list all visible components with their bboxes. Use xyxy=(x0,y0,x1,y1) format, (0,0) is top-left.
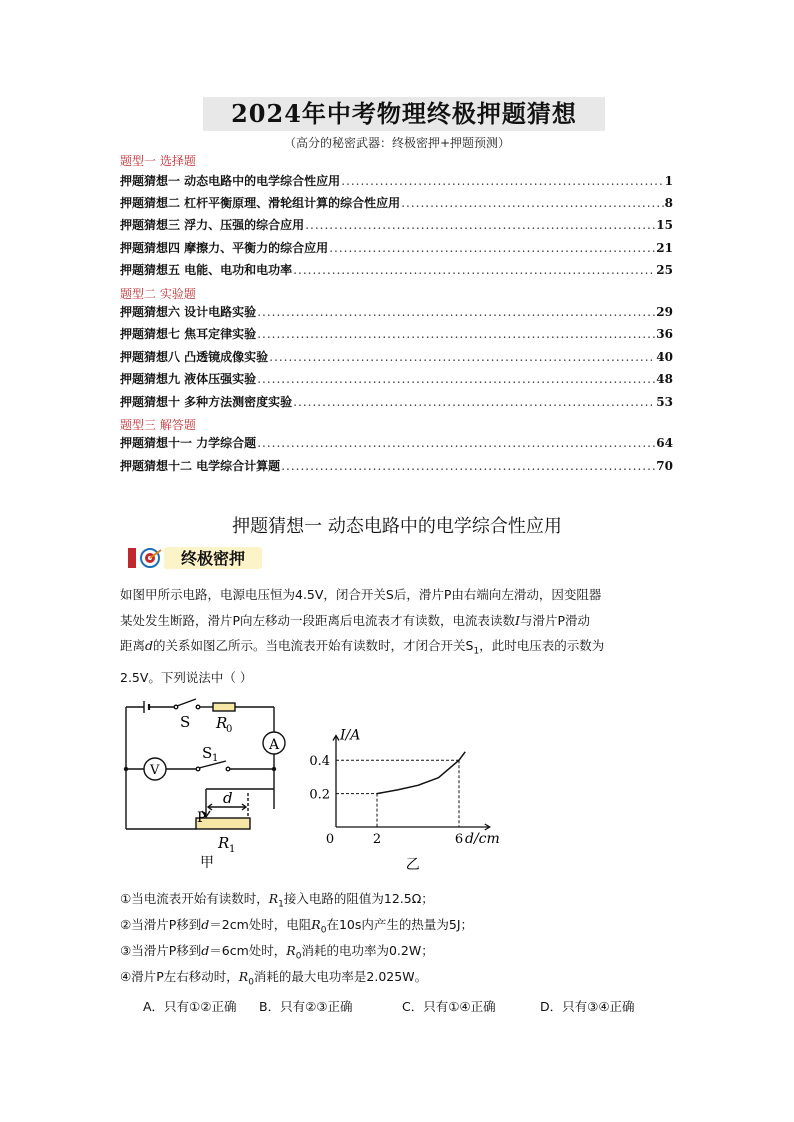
circuit-diagram xyxy=(118,697,298,869)
statement-4: ④滑片P左右移动时，$R_0$消耗的最大电功率是2.025W。 xyxy=(120,969,428,988)
toc-leader xyxy=(341,173,663,189)
toc-item-page: 1 xyxy=(664,174,673,188)
answer-options xyxy=(143,997,635,1015)
switch-s1-label: S xyxy=(202,744,213,762)
toc-item[interactable] xyxy=(120,371,673,387)
question-line: 如图甲所示电路，电源电压恒为4.5V，闭合开关S后，滑片P由右端向左滑动，因变阻器 xyxy=(120,587,602,602)
toc-item-label: 押题猜想十二 电学综合计算题 xyxy=(120,459,281,473)
toc-category-3: 题型三 解答题 xyxy=(120,418,196,432)
toc-leader xyxy=(293,262,655,278)
toc-item-page: 48 xyxy=(656,372,673,386)
toc-item-label: 押题猜想六 设计电路实验 xyxy=(120,305,257,319)
toc-item-label: 押题猜想十一 力学综合题 xyxy=(120,436,257,450)
toc-item-label: 押题猜想一 动态电路中的电学综合性应用 xyxy=(120,174,341,188)
page-subtitle: （高分的秘密武器：终极密押+押题预测） xyxy=(283,136,511,150)
toc-item-page: 40 xyxy=(656,350,673,364)
chart-caption: 乙 xyxy=(405,857,420,871)
toc-leader xyxy=(305,217,655,233)
toc-item-page: 21 xyxy=(656,241,673,255)
toc-item[interactable] xyxy=(120,349,673,365)
target-icon xyxy=(141,549,161,567)
banner-bar-icon xyxy=(128,548,136,568)
toc-leader xyxy=(257,304,655,320)
question-text xyxy=(120,582,676,691)
section-title: 押题猜想一 动态电路中的电学综合性应用 xyxy=(232,516,562,537)
x-axis-label: d/cm xyxy=(465,831,500,847)
toc-item[interactable] xyxy=(120,217,673,233)
option-b[interactable]: B．只有②③正确 xyxy=(259,999,353,1014)
x-tick-label: 2 xyxy=(372,832,382,847)
d-label: d xyxy=(223,789,233,807)
toc-item[interactable] xyxy=(120,195,673,211)
toc-item-page: 29 xyxy=(656,305,673,319)
toc-item-page: 53 xyxy=(656,395,673,409)
toc-item-label: 押题猜想五 电能、电功和电功率 xyxy=(120,263,293,277)
toc-leader xyxy=(257,435,655,451)
statement-2: ②当滑片P移到d＝2cm处时，电阻$R_0$在10s内产生的热量为5J； xyxy=(120,917,474,936)
toc-leader xyxy=(257,326,655,342)
toc-item-label: 押题猜想八 凸透镜成像实验 xyxy=(120,350,269,364)
toc-item-label: 押题猜想九 液体压强实验 xyxy=(120,372,257,386)
r0-label: R xyxy=(216,714,228,732)
r0-sub: 0 xyxy=(226,724,233,735)
toc-leader xyxy=(269,349,655,365)
switch-s-blade xyxy=(177,699,196,706)
toc-item-page: 15 xyxy=(656,218,673,232)
question-line: 某处发生断路，滑片P向左移动一段距离后电流表才有读数，电流表读数I与滑片P滑动 xyxy=(120,612,591,628)
toc-item[interactable] xyxy=(120,173,673,189)
title-background xyxy=(203,97,605,131)
circuit-caption: 甲 xyxy=(200,855,214,869)
banner-graphic xyxy=(128,545,264,571)
toc-item[interactable] xyxy=(120,326,673,342)
toc-item[interactable] xyxy=(120,394,673,410)
toc-item-page: 36 xyxy=(656,327,673,341)
toc-leader xyxy=(401,195,663,211)
toc-leader xyxy=(281,458,655,474)
toc-leader xyxy=(293,394,655,410)
series-line xyxy=(377,752,465,794)
statement-3: ③当滑片P移到d＝6cm处时，$R_0$消耗的电功率为0.2W； xyxy=(120,943,434,962)
toc-item-page: 64 xyxy=(656,436,673,450)
current-distance-chart xyxy=(306,727,506,871)
toc-item-page: 25 xyxy=(656,263,673,277)
x-tick-label: 0 xyxy=(325,832,335,847)
banner-label: 终极密押 xyxy=(180,549,246,568)
switch-s-label: S xyxy=(180,713,191,731)
toc-item-label: 押题猜想二 杠杆平衡原理、滑轮组计算的综合性应用 xyxy=(120,196,401,210)
toc-item-label: 押题猜想四 摩擦力、平衡力的综合应用 xyxy=(120,241,329,255)
x-tick-label: 6 xyxy=(454,832,464,847)
statement-1: ①当电流表开始有读数时，$R_1$接入电路的阻值为12.5Ω； xyxy=(120,891,434,910)
resistor-r0 xyxy=(213,703,235,711)
y-tick-label: 0.2 xyxy=(309,787,330,803)
s1-sub: 1 xyxy=(212,753,219,764)
option-d[interactable]: D．只有③④正确 xyxy=(540,999,635,1014)
option-a[interactable]: A．只有①②正确 xyxy=(143,999,237,1014)
option-c[interactable]: C．只有①④正确 xyxy=(402,999,496,1014)
question-line: 距离d的关系如图乙所示。当电流表开始有读数时，才闭合开关$S_1$，此时电压表的示数为 xyxy=(120,638,605,657)
toc-category-1: 题型一 选择题 xyxy=(120,154,196,168)
toc-item[interactable] xyxy=(120,435,673,451)
toc-item-page: 8 xyxy=(664,196,673,210)
voltmeter-label: V xyxy=(150,763,160,778)
slider-p-label: P xyxy=(197,810,207,826)
toc-item[interactable] xyxy=(120,458,673,474)
r1-label: R xyxy=(218,834,230,852)
toc-item-label: 押题猜想十 多种方法测密度实验 xyxy=(120,395,293,409)
toc-item[interactable] xyxy=(120,262,673,278)
toc-item[interactable] xyxy=(120,304,673,320)
toc-leader xyxy=(257,371,655,387)
toc-item-page: 70 xyxy=(656,459,673,473)
y-axis-label: I/A xyxy=(340,727,361,744)
page-title: 2024年中考物理终极押题猜想 xyxy=(231,99,577,128)
ammeter-label: A xyxy=(269,737,280,753)
toc-item[interactable] xyxy=(120,240,673,256)
toc-item-label: 押题猜想七 焦耳定律实验 xyxy=(120,327,257,341)
question-line: 2.5V。下列说法中（ ） xyxy=(120,670,253,685)
toc-leader xyxy=(329,240,655,256)
toc-item-label: 押题猜想三 浮力、压强的综合应用 xyxy=(120,218,305,232)
y-tick-label: 0.4 xyxy=(309,754,330,770)
r1-sub: 1 xyxy=(229,844,236,855)
toc-category-2: 题型二 实验题 xyxy=(120,287,196,301)
